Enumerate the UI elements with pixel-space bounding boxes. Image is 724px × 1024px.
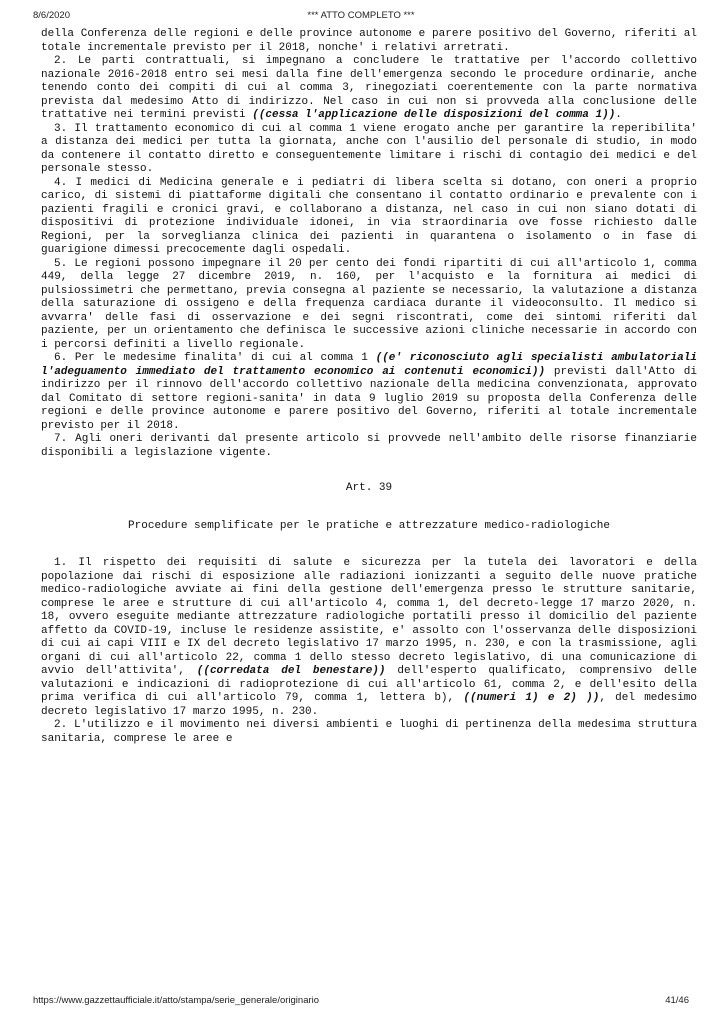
article-39-paragraph-1: [41, 557, 697, 719]
paragraph-text: 1. Il rispetto dei requisiti di salute e sicurezza per la tutela dei lavoratori e della popolazione dai rischi di esposizione alle radiazioni ionizzanti a seguito delle nuove pratiche medico-radiologiche avviate ai fini della gestione dell'emergenza presso le strutture sanitarie, comprese le aree e strutture di cui all'articolo 4, comma 1, del decreto-legge 17 marzo 2020, n. 18, ovvero eseguite mediante attrezzature radiologiche portatili presso il domicilio del paziente affetto da COVID-19, incluse le residenze assistite, e' assolto con l'osservanza delle disposizioni di cui ai capi VIII e IX del decreto legislativo 17 marzo 1995, n. 230, e con la trasmissione, agli organi di cui all'articolo 22, comma 1 dello stesso decreto legislativo, di una comunicazione di avvio dell'attivita',: [41, 557, 697, 677]
article-number: Art. 39: [345, 482, 393, 494]
continuation-text: della Conferenza delle regioni e delle province autonome e parere positivo del Governo, riferiti al totale incrementale previsto per il 2018, nonche' i relativi arretrati.: [41, 28, 697, 54]
amendment-text: ((cessa l'applicazione delle disposizioni del comma 1)): [252, 109, 616, 121]
amendment-text: ((corredata del benestare)): [196, 665, 386, 677]
page-number: 41/46: [665, 995, 689, 1006]
print-footer: [33, 995, 689, 1009]
paragraph-text: 2. Le parti contrattuali, si impegnano a concludere le trattative per l'accordo collettivo nazionale 2016-2018 entro sei mesi dalla fine dell'emergenza secondo le procedure ordinarie, anche tenendo conto dei compiti di cui al comma 3, rinegoziati coerentemente con la parte normativa prevista dal medesimo Atto di indirizzo. Nel caso in cui non si provveda alla conclusione delle trattative nei termini previsti: [41, 55, 697, 121]
article-38-paragraph-7: [41, 433, 697, 460]
paragraph-text: 7. Agli oneri derivanti dal presente articolo si provvede nell'ambito delle risorse finanziarie disponibili a legislazione vigente.: [41, 433, 697, 459]
paragraph-text: 2. L'utilizzo e il movimento nei diversi ambienti e luoghi di pertinenza della medesima struttura sanitaria, comprese le aree e: [41, 719, 697, 745]
paragraph-text: 5. Le regioni possono impegnare il 20 per cento dei fondi ripartiti di cui all'articolo 1, comma 449, della legge 27 dicembre 2019, n. 160, per l'acquisto e la fornitura ai medici di pulsiossimetri che permettano, previa consegna al paziente se necessario, la valutazione a distanza della saturazione di ossigeno e della frequenza cardiaca durante il videoconsulto. Il medico si avvarra' delle fasi di osservazione e dei segni riscontrati, come dei sintomi riferiti dal paziente, per un orientamento che definisca le successive azioni cliniche necessarie in accordo con i percorsi definiti a livello regionale.: [41, 257, 697, 351]
document-body: [41, 28, 697, 746]
source-url[interactable]: https://www.gazzettaufficiale.it/atto/stampa/serie_generale/originario: [33, 995, 320, 1006]
article-38-paragraph-2: [41, 55, 697, 123]
paragraph-text: dell'esperto qualificato, comprensivo delle valutazioni e indicazioni di radioprotezione di cui all'articolo 61, comma 2, e dell'esito della prima verifica di cui all'articolo 79, comma 1, lettera b),: [41, 665, 697, 704]
article-38-paragraph-5: [41, 258, 697, 353]
document-title: *** ATTO COMPLETO ***: [307, 10, 415, 21]
paragraph-text: 3. Il trattamento economico di cui al comma 1 viene erogato anche per garantire la reperibilita' a distanza dei medici per tutta la giornata, anche con l'ausilio del personale di studio, in modo da contenere il contatto diretto e conseguentemente limitare i rischi di contagio dei medici e del personale stesso.: [41, 122, 697, 175]
article-38-paragraph-3: [41, 123, 697, 177]
article-39-paragraph-2: [41, 719, 697, 746]
paragraph-text: 4. I medici di Medicina generale e i pediatri di libera scelta si dotano, con oneri a proprio carico, di sistemi di piattaforme digitali che consentano il contatto ordinario e prevalente con i pazienti fragili e cronici gravi, e collaborano a distanza, nel caso in cui non siano dotati di dispositivi di protezione individuale idonei, in via straordinaria ove fosse richiesto dalle Regioni, per la sorveglianza clinica dei pazienti in quarantena o isolamento o in fase di guarigione dimessi precocemente dagli ospedali.: [41, 176, 697, 256]
paragraph-text: , del medesimo decreto legislativo 17 marzo 1995, n. 230.: [41, 692, 698, 718]
paragraph-text: previsti dall'Atto di indirizzo per il rinnovo dell'accordo collettivo nazionale della medicina convenzionata, approvato dal Comitato di settore regioni-sanita' in data 9 luglio 2019 su proposta della Conferenza delle regioni e delle province autonome e parere positivo del Governo, riferiti al totale incrementale previsto per il 2018.: [41, 365, 697, 432]
paragraph-text: .: [615, 109, 622, 121]
print-header: [33, 10, 689, 24]
article-subtitle: Procedure semplificate per le pratiche e attrezzature medico-radiologiche: [128, 519, 610, 532]
paragraph-text: 6. Per le medesime finalita' di cui al comma 1: [54, 352, 376, 364]
article-38-paragraph-6: [41, 352, 697, 433]
amendment-text: ((e' riconosciuto agli specialisti ambulatoriali l'adeguamento immediato del trattamento economico ai contenuti economici)): [41, 352, 697, 378]
article-38-paragraph-4: [41, 177, 697, 258]
amendment-text: ((numeri 1) e 2) )): [463, 692, 600, 704]
print-date: 8/6/2020: [33, 10, 70, 21]
